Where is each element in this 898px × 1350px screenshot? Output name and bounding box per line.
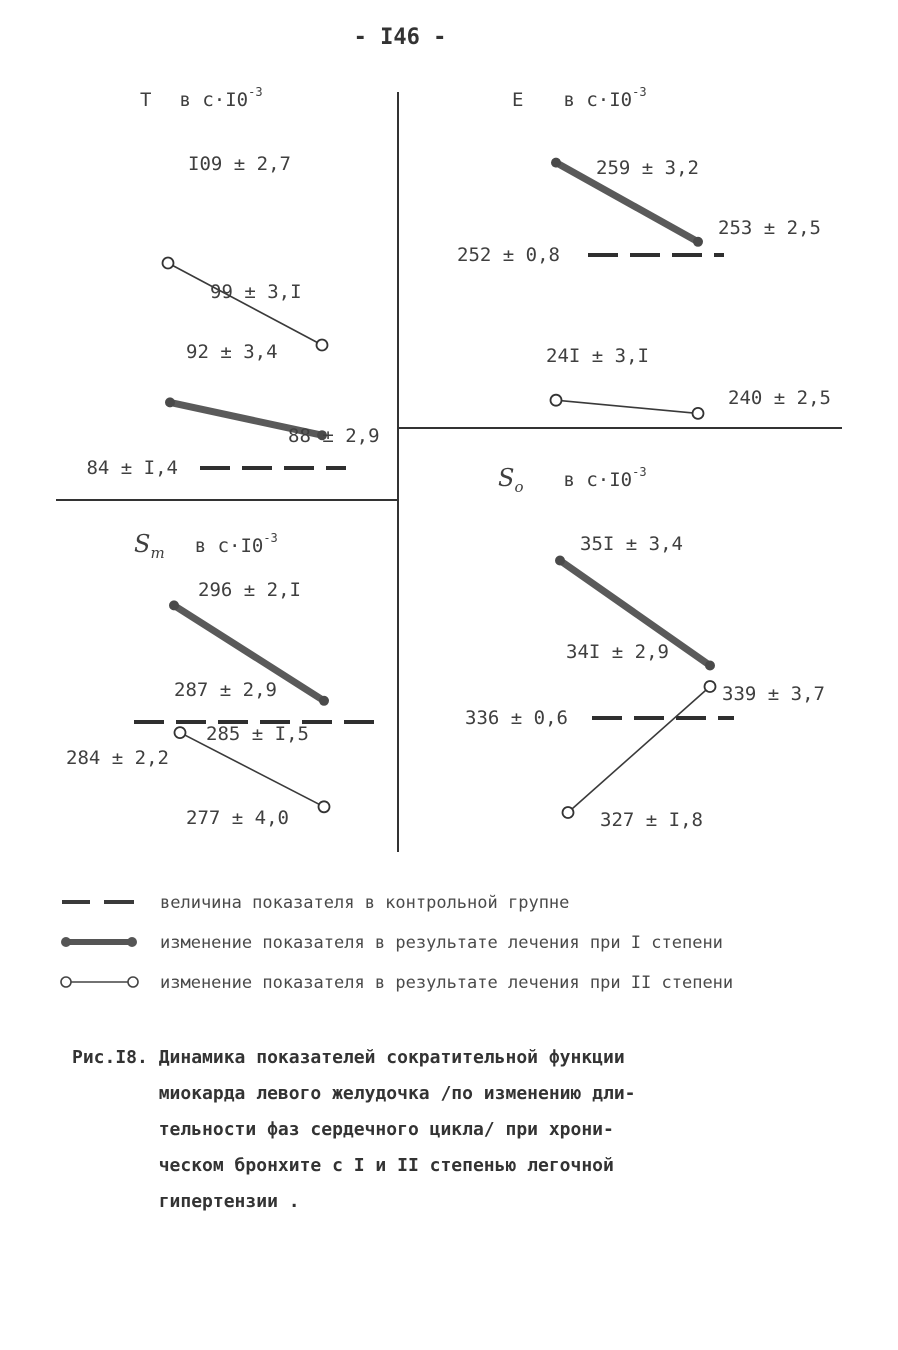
title-symbol: S [134,530,151,558]
legend [61,893,733,993]
end-value-label: 339 ± 3,7 [722,683,825,705]
legend-control [62,893,569,913]
legend-degree1-label: изменение показателя в результате лечения при I степени [160,933,723,953]
series-line-degree2 [168,263,322,345]
baseline-label: 84 ± I,4 [86,457,178,479]
title-unit: в с·I0 [179,89,249,111]
start-value-label: 35I ± 3,4 [580,533,683,555]
end-value-label: 88 ± 2,9 [288,425,380,447]
series-start-point [563,807,574,818]
title-exponent: -3 [263,531,278,545]
series-line-degree2 [556,400,698,413]
legend-degree1 [61,933,723,953]
title-unit: в с·I0 [563,469,633,491]
panel-title-e [512,85,647,111]
caption-line: Рис.I8. Динамика показателей сократительной функции [72,1047,625,1068]
legend-open-circle-icon [61,977,71,987]
legend-degree2-label: изменение показателя в результате лечения при II степени [160,973,734,993]
legend-filled-dot-icon [61,937,71,947]
baseline-label: 252 ± 0,8 [457,244,560,266]
baseline-label: 336 ± 0,6 [465,707,568,729]
svg-text:Soв с·I0-3 [498,464,647,496]
title-symbol: E [512,89,524,111]
title-unit: в с·I0 [194,535,264,557]
series-start-point [169,600,179,610]
caption-line: миокарда левого желудочка /по изменению дли- [72,1083,636,1104]
series-end-point [319,696,329,706]
series-start-point [163,258,174,269]
legend-degree2 [61,973,733,993]
end-value-label: 253 ± 2,5 [718,217,821,239]
title-unit: в с·I0 [563,89,633,111]
series-start-point [175,727,186,738]
panel-title-so [498,464,647,496]
start-value-label: 284 ± 2,2 [66,747,169,769]
start-value-label: 327 ± I,8 [600,809,703,831]
end-value-label: 34I ± 2,9 [566,641,669,663]
start-value-label: 24I ± 3,I [546,345,649,367]
end-value-label: 99 ± 3,I [210,281,302,303]
title-exponent: -3 [632,465,647,479]
svg-text:Smв с·I0-3 [134,530,278,562]
end-value-label: 240 ± 2,5 [728,387,831,409]
caption-line: ческом бронхите с I и II степенью легочной [72,1155,614,1176]
start-value-label: 296 ± 2,I [198,579,301,601]
caption-line: гипертензии . [72,1191,300,1212]
svg-text:Eв с·I0-3 [512,85,647,111]
start-value-label: 92 ± 3,4 [186,341,278,363]
title-subscript: m [150,544,165,562]
series-start-point [551,158,561,168]
chart-marks [66,153,831,831]
svg-text:Tв с·I0-3 [140,85,263,111]
baseline-label: 285 ± I,5 [206,723,309,745]
panel-title-sm [134,530,278,562]
series-start-point [555,556,565,566]
end-value-label: 277 ± 4,0 [186,807,289,829]
title-exponent: -3 [248,85,263,99]
title-exponent: -3 [632,85,647,99]
series-start-point [551,395,562,406]
series-end-point [705,681,716,692]
figure-caption [72,1040,852,1220]
series-end-point [705,661,715,671]
title-symbol: S [498,464,515,492]
series-end-point [317,340,328,351]
start-value-label: I09 ± 2,7 [188,153,291,175]
series-line-degree2 [568,687,710,813]
title-symbol: T [140,89,152,111]
title-subscript: o [514,478,524,496]
series-end-point [319,801,330,812]
legend-control-label: величина показателя в контрольной групне [160,893,570,913]
series-end-point [693,237,703,247]
caption-line: тельности фаз сердечного цикла/ при хрони- [72,1119,614,1140]
start-value-label: 259 ± 3,2 [596,157,699,179]
series-start-point [165,397,175,407]
legend-open-circle-icon [128,977,138,987]
page-number: - I46 - [353,25,447,50]
series-end-point [693,408,704,419]
end-value-label: 287 ± 2,9 [174,679,277,701]
panel-title-t [140,85,263,111]
legend-filled-dot-icon [127,937,137,947]
